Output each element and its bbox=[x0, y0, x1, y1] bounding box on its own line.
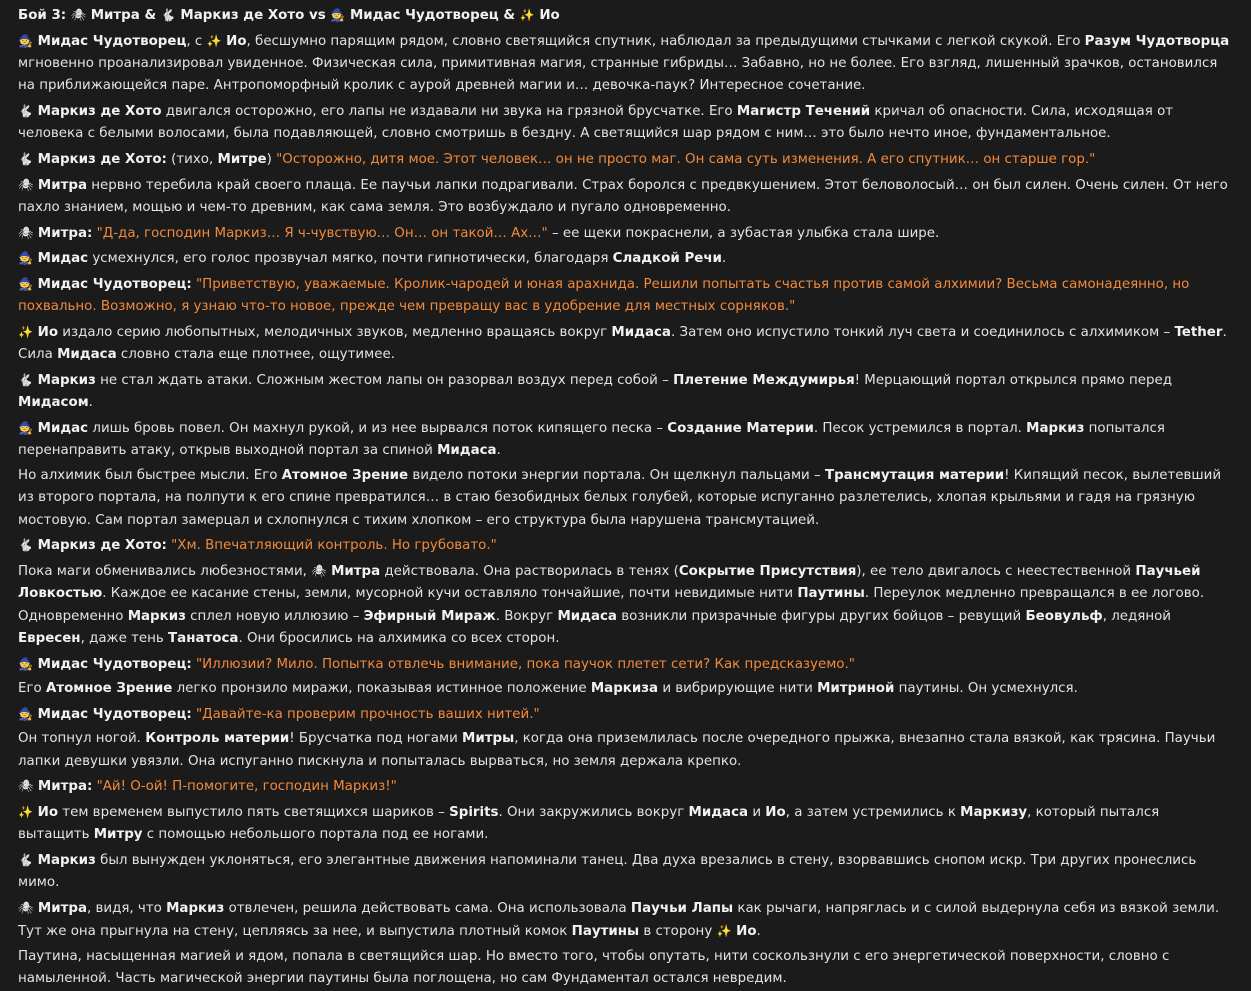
body-text: лишь бровь повел. Он махнул рукой, и из нее вырвался поток кипящего песка – bbox=[88, 420, 668, 436]
spider-icon: 🕷 bbox=[70, 8, 87, 22]
spider-icon: 🕷 bbox=[18, 900, 34, 915]
body-text: кричал об опасности. Сила, исходящая от человека с белыми волосами, была подавляющей, словно смотришь в бездну. А светящийся шар рядом с ним… это было нечто иное, фундаментальное. bbox=[18, 104, 1174, 142]
bold-text: Мидас Чудотворец: bbox=[32, 276, 192, 292]
bold-text: Мидас Чудотворец & bbox=[345, 8, 520, 23]
body-text: двигался осторожно, его лапы не издавали ни звука на грязной брусчатке. Его bbox=[161, 104, 737, 119]
bold-text: Ио bbox=[765, 804, 786, 820]
body-text: Его bbox=[18, 681, 46, 697]
message-paragraph bbox=[18, 148, 1233, 171]
quote-text: "Хм. Впечатляющий контроль. Но грубовато." bbox=[171, 538, 497, 554]
rabbit-icon: 🐇 bbox=[18, 852, 33, 867]
quote-text: "Иллюзии? Мило. Попытка отвлечь внимание, пока паучок плетет сети? Как предсказуемо." bbox=[195, 656, 855, 672]
bold-text: Мидаса bbox=[437, 443, 497, 459]
bold-text: Ио bbox=[32, 804, 59, 820]
bold-text: Мидасом bbox=[18, 395, 89, 411]
body-text: , ледяной bbox=[1102, 608, 1172, 624]
bold-text: Плетение Междумирья bbox=[673, 372, 855, 388]
bold-text: Мидаса bbox=[57, 347, 117, 363]
body-text: , бесшумно парящим рядом, словно светящийся спутник, наблюдал за предыдущими стычками с легкой скукой. Его bbox=[246, 33, 1085, 49]
message-paragraph bbox=[18, 703, 1233, 726]
mage-icon: 🧙 bbox=[18, 706, 33, 721]
message-paragraph bbox=[18, 369, 1233, 415]
body-text: усмехнулся, его голос прозвучал мягко, почти гипнотически, благодаря bbox=[88, 251, 613, 267]
body-text: легко пронзило миражи, показывая истинное положение bbox=[172, 681, 591, 697]
message-paragraph bbox=[18, 728, 1233, 773]
body-text: издало серию любопытных, мелодичных звуков, медленно вращаясь вокруг bbox=[58, 324, 612, 340]
bold-text: Создание Материи bbox=[667, 420, 814, 436]
rabbit-icon: 🐇 bbox=[18, 372, 33, 387]
bold-text: Маркиза bbox=[590, 681, 659, 697]
bold-text: Атомное Зрение bbox=[45, 681, 173, 697]
body-text: не стал ждать атаки. Сложным жестом лапы он разорвал воздух перед собой – bbox=[95, 372, 674, 388]
body-text: ) bbox=[266, 152, 277, 167]
body-text: видело потоки энергии портала. Он щелкнул пальцами – bbox=[408, 467, 825, 483]
spider-icon: 🕷 bbox=[18, 225, 34, 240]
body-text: ! Кипящий песок, вылетевший из второго портала, на полпути к его спине превратился… в стаю безобидных белых голубей, которые испуганно разлетелись, хлопая крыльями и гадя на грязную мостовую. Сам портал замерцал и схлопнулся с тихим хлопком – его структура была нарушена трансмутацией. bbox=[18, 467, 1222, 528]
bold-text: Мидаса bbox=[688, 804, 749, 820]
spider-icon: 🕷 bbox=[311, 563, 327, 578]
body-text: ), ее тело двигалось с неестественной bbox=[856, 563, 1136, 579]
bold-text: Мидас Чудотворец: bbox=[32, 656, 192, 672]
message-paragraph bbox=[18, 222, 1233, 245]
bold-text: Атомное Зрение bbox=[281, 467, 409, 483]
body-text: с помощью небольшого портала под ее ногами. bbox=[142, 827, 489, 843]
body-text: . Сила bbox=[18, 324, 1227, 363]
bold-text: Митры bbox=[462, 731, 515, 747]
bold-text: Маркиз де Хото: bbox=[32, 538, 167, 554]
sparkles-icon: ✨ bbox=[206, 33, 222, 48]
quote-text: "Ай! О-ой! П-помогите, господин Маркиз!" bbox=[96, 779, 397, 795]
body-text: , который пытался вытащить bbox=[18, 804, 1160, 843]
bold-text: Паучьи Лапы bbox=[630, 900, 734, 916]
body-text: был вынужден уклоняться, его элегантные движения напоминали танец. Два духа врезались в стену, взорвавшись снопом искр. Три других пронеслись мимо. bbox=[18, 852, 1197, 891]
quote-text: "Давайте-ка проверим прочность ваших нитей." bbox=[195, 706, 540, 722]
bold-text: Митра: bbox=[33, 779, 93, 795]
bold-text: Маркиз bbox=[166, 900, 225, 916]
message-paragraph bbox=[18, 678, 1233, 700]
rabbit-icon: 🐇 bbox=[18, 104, 33, 118]
mage-icon: 🧙 bbox=[18, 251, 33, 266]
body-text: . Затем оно испустило тонкий луч света и соединилось с алхимиком – bbox=[670, 324, 1175, 340]
body-text: попытался перенаправить атаку, открыв выходной портал за спиной bbox=[18, 420, 1165, 459]
bold-text: Трансмутация материи bbox=[824, 467, 1005, 483]
body-text: . bbox=[756, 924, 761, 940]
bold-text: Маркизу bbox=[960, 804, 1028, 820]
bold-text: Митре bbox=[217, 152, 267, 167]
message-paragraph bbox=[18, 100, 1233, 146]
body-text: нервно теребила край своего плаща. Ее паучьи лапки подрагивали. Страх боролся с предвкушением. Этот беловолосый… он был силен. Очень силен. От него пахло знанием, мощью и чем-то древним, как сама земля. Это возбуждало и пугало одновременно. bbox=[18, 177, 1228, 215]
mage-icon: 🧙 bbox=[18, 656, 33, 671]
sparkles-icon: ✨ bbox=[716, 924, 732, 939]
message-paragraph bbox=[18, 849, 1233, 895]
message-paragraph bbox=[18, 653, 1233, 676]
body-text: . Они закружились вокруг bbox=[498, 804, 689, 820]
bold-text: Spirits bbox=[449, 804, 499, 820]
bold-text: Митра: bbox=[33, 225, 93, 241]
body-text: . bbox=[721, 251, 727, 267]
bold-text: Контроль материи bbox=[145, 731, 290, 747]
bold-text: Маркиз де Хото: bbox=[32, 152, 167, 167]
message-paragraph bbox=[18, 247, 1233, 270]
body-text: как рычаги, напряглась и с силой выдернула себя из вязкой земли. Тут же она прыгнула на стену, цепляясь за нее, и выпустила плотный комок bbox=[18, 900, 1220, 940]
body-text: . Переулок медленно превращался в ее логово. Одновременно bbox=[18, 586, 1205, 624]
bold-text: Мидаса bbox=[611, 324, 671, 340]
bold-text: Бой 3: bbox=[18, 8, 71, 23]
body-text: . Песок устремился в портал. bbox=[813, 420, 1027, 436]
message-paragraph bbox=[18, 321, 1233, 367]
bold-text: Беовульф bbox=[1025, 608, 1103, 624]
spider-icon: 🕷 bbox=[18, 779, 34, 794]
bold-text: Митриной bbox=[817, 681, 895, 697]
sparkles-icon: ✨ bbox=[18, 324, 33, 339]
bold-text: Ио bbox=[731, 924, 757, 940]
body-text: – ее щеки покраснели, а зубастая улыбка стала шире. bbox=[547, 225, 940, 241]
body-text: , даже тень bbox=[80, 631, 169, 646]
spider-icon: 🕷 bbox=[18, 177, 34, 192]
message-paragraph bbox=[18, 174, 1233, 220]
rabbit-icon: 🐇 bbox=[160, 8, 176, 22]
body-text: . bbox=[496, 443, 501, 459]
body-text: паутины. Он усмехнулся. bbox=[894, 681, 1078, 697]
bold-text: Мидас Чудотворец: bbox=[32, 706, 192, 722]
bold-text: Митра bbox=[33, 900, 87, 916]
message-paragraph bbox=[18, 534, 1233, 557]
bold-text: Маркиз bbox=[32, 852, 96, 868]
battle-title bbox=[18, 4, 1233, 27]
bold-text: Ио bbox=[32, 324, 59, 340]
bold-text: Митра & bbox=[86, 8, 161, 23]
bold-text: Митра bbox=[326, 563, 381, 579]
bold-text: Маркиз де Хото bbox=[32, 104, 162, 119]
body-text: , а затем устремились к bbox=[785, 804, 961, 820]
bold-text: Евресен bbox=[18, 631, 81, 646]
bold-text: Сладкой Речи bbox=[612, 251, 722, 267]
bold-text: Разум Чудотворца bbox=[1084, 33, 1230, 49]
body-text: ! Брусчатка под ногами bbox=[289, 731, 463, 747]
message-paragraph bbox=[18, 560, 1233, 651]
rabbit-icon: 🐇 bbox=[18, 152, 33, 166]
body-text: Паутина, насыщенная магией и ядом, попала в светящийся шар. Но вместо того, чтобы опутать, нити соскользнули с его энергетической поверхности, словно с намыленной. Часть магической энергии паутины была поглощена, но сам Фундаментал остался невредим. bbox=[18, 948, 1170, 987]
quote-text: "Осторожно, дитя мое. Этот человек… он не просто маг. Он сама суть изменения. А его спутник… он старше гор." bbox=[276, 152, 1096, 167]
mage-icon: 🧙 bbox=[18, 33, 33, 48]
message-paragraph bbox=[18, 946, 1233, 991]
message-paragraph bbox=[18, 465, 1233, 532]
body-text: словно стала еще плотнее, ощутимее. bbox=[116, 347, 395, 363]
body-text: возникли призрачные фигуры других бойцов – ревущий bbox=[616, 608, 1026, 624]
message-paragraph bbox=[18, 417, 1233, 463]
bold-text: Мидас bbox=[32, 251, 89, 267]
body-text: , с bbox=[186, 33, 207, 49]
bold-text: Магистр Течений bbox=[736, 104, 871, 119]
bold-text: Маркиз bbox=[32, 372, 96, 388]
bold-text: Паутины bbox=[571, 924, 640, 940]
bold-text: Паутины bbox=[797, 586, 865, 602]
bold-text: Паучьей Ловкостью bbox=[18, 563, 1201, 602]
quote-text: "Д-да, господин Маркиз… Я ч-чувствую… Он… он такой… Ах…" bbox=[96, 225, 548, 241]
bold-text: Сокрытие Присутствия bbox=[678, 563, 857, 579]
body-text: ! Мерцающий портал открылся прямо перед bbox=[854, 372, 1172, 388]
sparkles-icon: ✨ bbox=[519, 8, 535, 22]
body-text: мгновенно проанализировал увиденное. Физическая сила, примитивная магия, странные гибриды… Забавно, но не более. Его взгляд, лишенный зрачков, остановился на приближающейся паре. Антропоморфный кролик с аурой древней магии и… девочка-паук? Интересное сочетание. bbox=[18, 56, 1218, 94]
body-text: , когда она приземлилась после очередного прыжка, внезапно стала вязкой, как трясина. Паучьи лапки девушки увязли. Она испуганно пискнула и попыталась вырваться, но земля держала крепко. bbox=[18, 731, 1216, 769]
body-text: и bbox=[748, 804, 766, 820]
body-text: . Они бросились на алхимика со всех сторон. bbox=[238, 631, 560, 646]
bold-text: Маркиз де Хото vs bbox=[175, 8, 331, 23]
mage-icon: 🧙 bbox=[18, 276, 33, 291]
bold-text: Мидас bbox=[32, 420, 89, 436]
body-text: тем временем выпустило пять светящихся шариков – bbox=[58, 804, 450, 820]
bold-text: Ио bbox=[534, 8, 560, 23]
rabbit-icon: 🐇 bbox=[18, 538, 33, 553]
body-text: Но алхимик был быстрее мысли. Его bbox=[18, 467, 282, 483]
bold-text: Мидаса bbox=[557, 608, 617, 624]
bold-text: Маркиз bbox=[127, 608, 186, 624]
body-text: . Каждое ее касание стены, земли, мусорной кучи оставляло тончайшие, почти невидимые нити bbox=[102, 586, 798, 602]
message-paragraph bbox=[18, 30, 1233, 98]
mage-icon: 🧙 bbox=[330, 8, 346, 22]
body-text: действовала. Она растворилась в тенях ( bbox=[380, 563, 679, 579]
body-text: . Вокруг bbox=[495, 608, 558, 624]
body-text: Пока маги обменивались любезностями, bbox=[18, 563, 312, 579]
bold-text: Tether bbox=[1174, 324, 1223, 340]
bold-text: Маркиз bbox=[1026, 420, 1085, 436]
body-text: и вибрирующие нити bbox=[658, 681, 818, 697]
body-text: (тихо, bbox=[166, 152, 218, 167]
body-text: отвлечен, решила действовать сама. Она использовала bbox=[224, 900, 631, 916]
bold-text: Мидас Чудотворец bbox=[32, 33, 187, 49]
bold-text: Ио bbox=[221, 33, 247, 49]
bold-text: Митра bbox=[33, 177, 87, 193]
body-text: в сторону bbox=[639, 924, 717, 940]
body-text: . bbox=[88, 395, 93, 411]
bold-text: Митру bbox=[93, 827, 143, 843]
message-paragraph bbox=[18, 273, 1233, 319]
message-paragraph bbox=[18, 801, 1233, 847]
bold-text: Танатоса bbox=[168, 631, 239, 646]
body-text: сплел новую иллюзию – bbox=[185, 608, 364, 624]
mage-icon: 🧙 bbox=[18, 420, 33, 435]
bold-text: Эфирный Мираж bbox=[363, 608, 496, 624]
body-text: , видя, что bbox=[87, 900, 167, 916]
sparkles-icon: ✨ bbox=[18, 804, 33, 819]
body-text: Он топнул ногой. bbox=[18, 731, 146, 747]
quote-text: "Приветствую, уважаемые. Кролик-чародей и юная арахнида. Решили попытать счастья против самой алхимии? Весьма самонадеянно, но похвально. Возможно, я узнаю что-то новое, прежде чем превращу вас в удобрение для местных сорняков." bbox=[18, 276, 1190, 315]
message-paragraph bbox=[18, 775, 1233, 798]
